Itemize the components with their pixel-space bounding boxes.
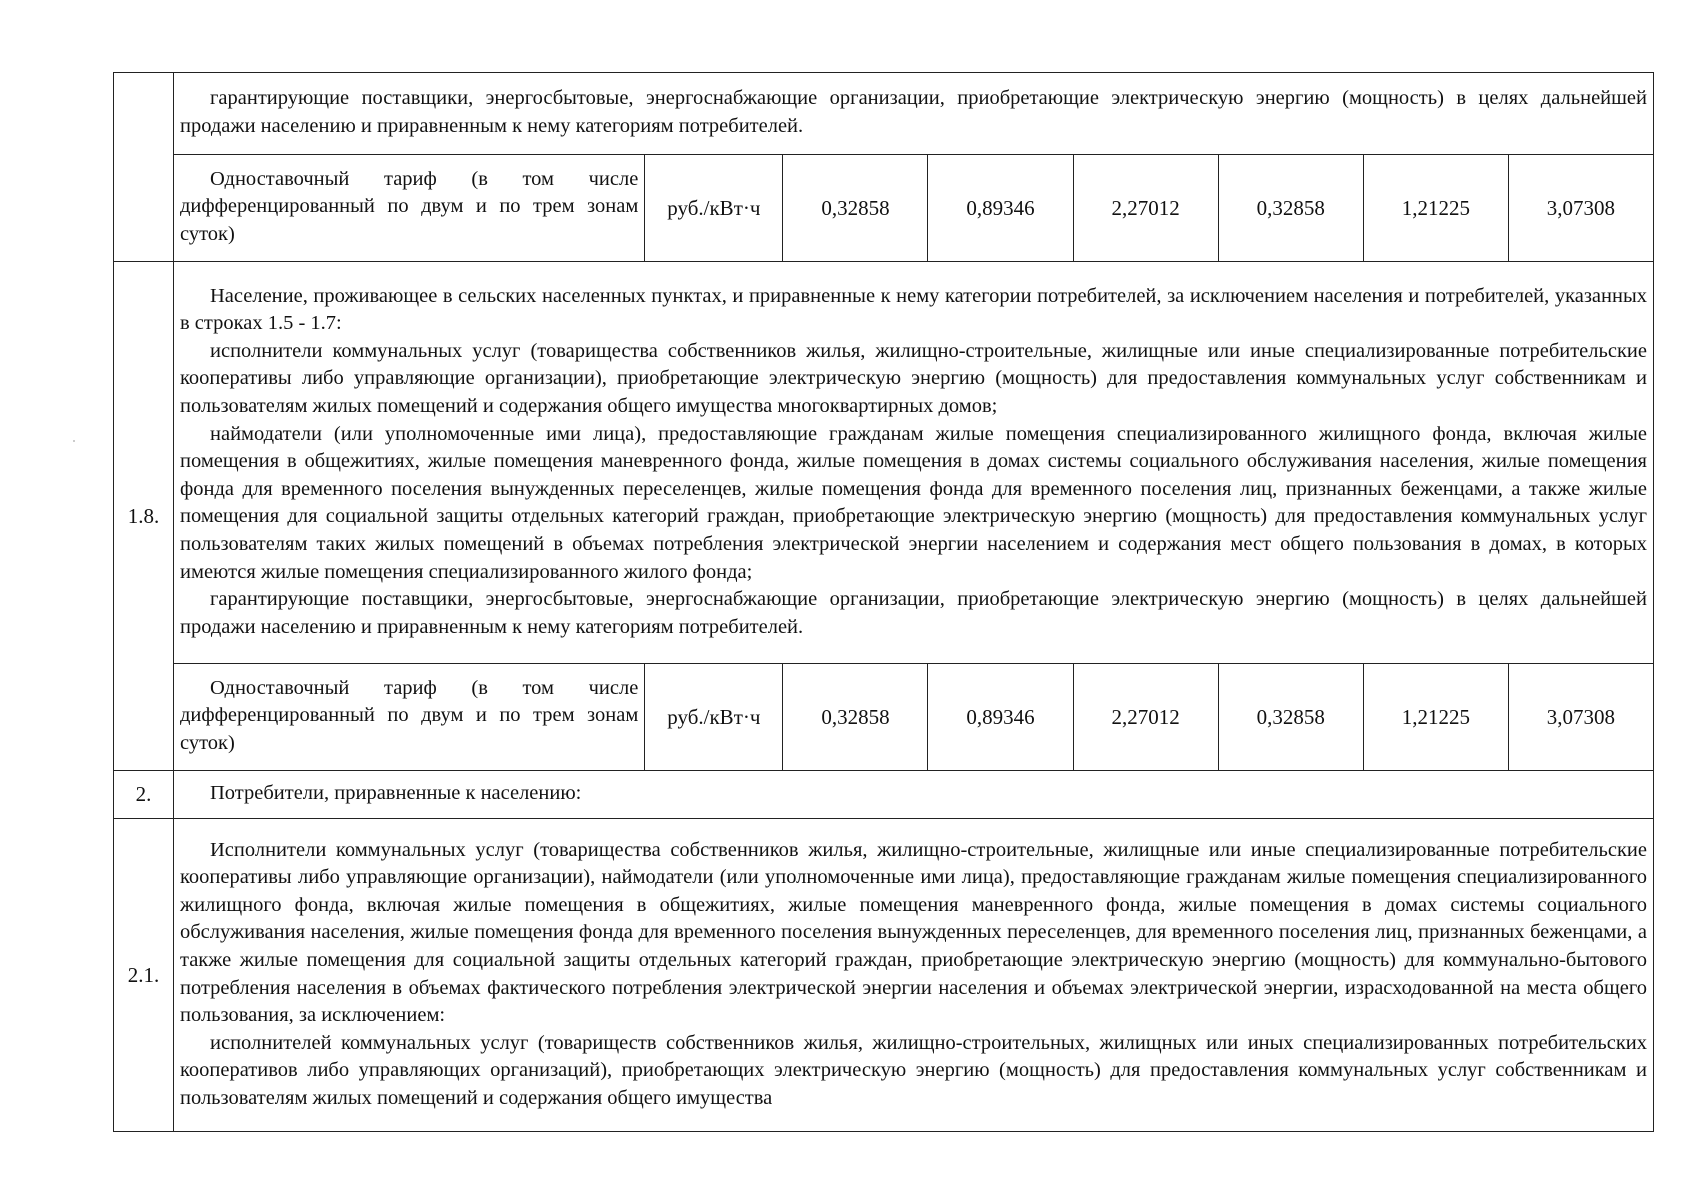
tariff-value: 0,32858	[783, 664, 928, 770]
row-number: 2.1.	[114, 819, 174, 1132]
tariff-description: Одноставочный тариф (в том числе дифференцированный по двум и по трем зонам суток)	[180, 676, 639, 754]
paragraph: наймодатели (или уполномоченные ими лица), предоставляющие гражданам жилые помещения специализированного жилищного фонда, включая жилые помещения в общежитиях, жилые помещения маневренного фонда, жилые помещения в домах системы социального обслуживания населения, жилые помещения фонда для временного поселения вынужденных переселенцев, жилые помещения фонда для временного поселения лиц, признанных беженцами, а также жилые помещения для социальной защиты отдельных категорий граждан, приобретающие электрическую энергию (мощность) для предоставления коммунальных услуг пользователям таких жилых помещений в объемах потребления электрической энергии населением и содержания мест общего пользования в домах, в которых имеются жилые помещения специализированного жилого фонда;	[180, 422, 1647, 583]
table-row	[114, 771, 1654, 819]
category-description	[174, 771, 1654, 819]
tariff-row	[114, 155, 1654, 262]
table-row	[114, 73, 1654, 155]
category-description	[174, 819, 1654, 1132]
table-row	[114, 262, 1654, 664]
tariff-value: 2,27012	[1073, 664, 1218, 770]
row-number: 1.8.	[114, 262, 174, 771]
tariff-value: 1,21225	[1363, 664, 1508, 770]
category-description	[174, 73, 1654, 155]
paragraph: Исполнители коммунальных услуг (товарищества собственников жилья, жилищно-строительные, жилищные или иные специализированные потребительские кооперативы либо управляющие организации), наймодатели (или уполномоченные ими лица), предоставляющие гражданам жилые помещения специализированного жилищного фонда, включая жилые помещения в общежитиях, жилые помещения маневренного фонда, жилые помещения в домах системы социального обслуживания населения, жилые помещения фонда для временного поселения вынужденных переселенцев, для временного поселения лиц, признанных беженцами, а также жилые помещения для социальной защиты отдельных категорий граждан, приобретающие электрическую энергию (мощность) для коммунально-бытового потребления населения в объемах фактического потребления электрической энергии населения и объемах электрической энергии, израсходованной на места общего пользования, за исключением:	[180, 838, 1647, 1027]
tariff-table	[113, 72, 1654, 1132]
paragraph: гарантирующие поставщики, энергосбытовые, энергоснабжающие организации, приобретающие электрическую энергию (мощность) в целях дальнейшей продажи населению и приравненным к нему категориям потребителей.	[180, 87, 1647, 137]
table-row	[114, 819, 1654, 1132]
tariff-value: 0,32858	[783, 155, 928, 261]
tariff-cell	[174, 155, 1654, 262]
tariff-row	[114, 664, 1654, 771]
tariff-unit: руб./кВт·ч	[645, 155, 783, 261]
tariff-values-table	[174, 664, 1653, 770]
paragraph: Население, проживающее в сельских населенных пунктах, и приравненные к нему категории потребителей, за исключением населения и потребителей, указанных в строках 1.5 - 1.7:	[180, 284, 1647, 335]
tariff-values-table	[174, 155, 1653, 261]
tariff-value: 3,07308	[1508, 664, 1653, 770]
row-number	[114, 73, 174, 262]
tariff-value: 3,07308	[1508, 155, 1653, 261]
scan-dot	[73, 440, 75, 442]
paragraph: исполнителей коммунальных услуг (товариществ собственников жилья, жилищно-строительных, жилищных или иных специализированных потребительских кооперативов либо управляющих организаций), приобретающих электрическую энергию (мощность) для предоставления коммунальных услуг собственникам и пользователям жилых помещений и содержания общего имущества	[180, 1031, 1647, 1109]
tariff-cell	[174, 664, 1654, 771]
tariff-value: 2,27012	[1073, 155, 1218, 261]
paragraph: гарантирующие поставщики, энергосбытовые, энергоснабжающие организации, приобретающие электрическую энергию (мощность) в целях дальнейшей продажи населению и приравненным к нему категориям потребителей.	[180, 588, 1647, 638]
paragraph: исполнители коммунальных услуг (товарищества собственников жилья, жилищно-строительные, жилищные или иные специализированные потребительские кооперативы либо управляющие организации), приобретающие электрическую энергию (мощность) для предоставления коммунальных услуг собственникам и пользователям жилых помещений и содержания общего имущества многоквартирных домов;	[180, 339, 1647, 418]
tariff-value: 0,32858	[1218, 155, 1363, 261]
tariff-description: Одноставочный тариф (в том числе дифференцированный по двум и по трем зонам суток)	[180, 167, 639, 245]
tariff-value: 0,89346	[928, 664, 1073, 770]
category-description	[174, 262, 1654, 664]
tariff-value: 0,89346	[928, 155, 1073, 261]
paragraph: Потребители, приравненные к населению:	[210, 782, 582, 805]
tariff-value: 0,32858	[1218, 664, 1363, 770]
row-number: 2.	[114, 771, 174, 819]
tariff-value: 1,21225	[1363, 155, 1508, 261]
tariff-unit: руб./кВт·ч	[645, 664, 783, 770]
